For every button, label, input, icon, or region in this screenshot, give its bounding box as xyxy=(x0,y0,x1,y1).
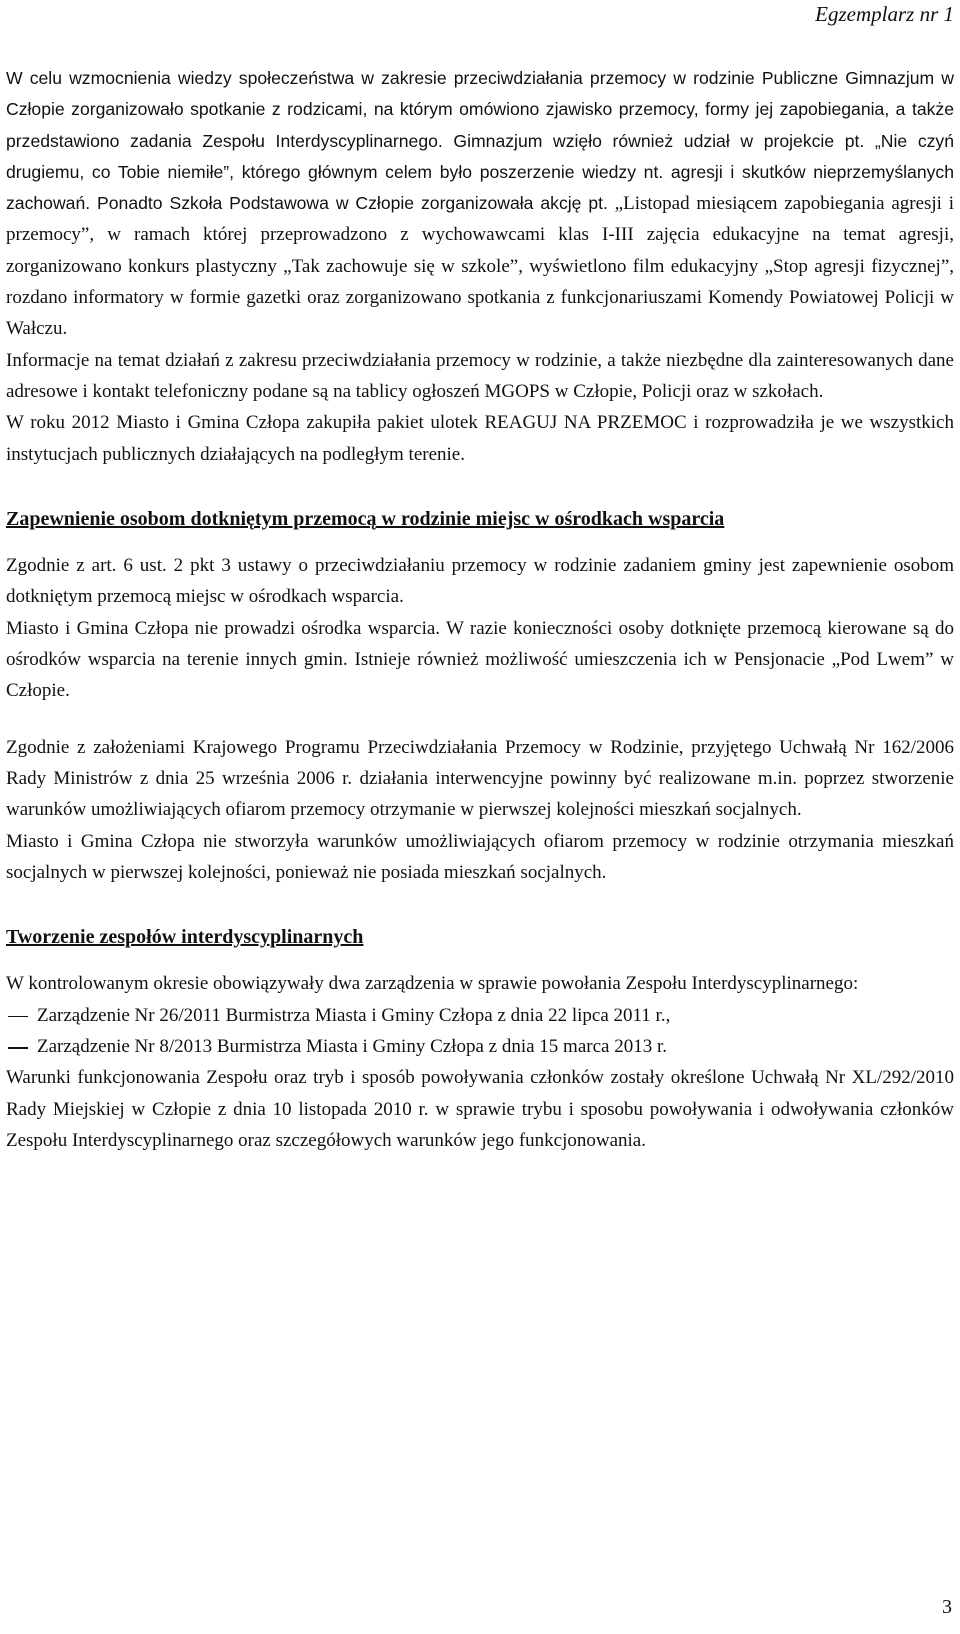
spacer xyxy=(6,953,954,968)
paragraph-legal-basis: Zgodnie z art. 6 ust. 2 pkt 3 ustawy o przeciwdziałaniu przemocy w rodzinie zadaniem gminy jest zapewnienie osobom dotkniętym przemocą miejsc w ośrodkach wsparcia. xyxy=(6,555,954,608)
paragraph-social-housing: Miasto i Gmina Człopa nie stworzyła warunków umożliwiających ofiarom przemocy w rodzinie otrzymania mieszkań socjalnych w pierwszej kolejności, ponieważ nie posiada mieszkań socjalnych. xyxy=(6,830,954,883)
paragraph-ordinances-intro: W kontrolowanym okresie obowiązywały dwa zarządzenia w sprawie powołania Zespołu Interdyscyplinarnego: xyxy=(6,973,859,995)
ordinance-list xyxy=(6,1000,954,1063)
paragraph-serif-part: „Listopad miesiącem zapobiegania agresji i przemocy”, w ramach której przeprowadzono z wychowawcami klas I-III zajęcia edukacyjne na temat agresji, zorganizowano konkurs plastyczny „Tak zachowuje się w szkole”, wyświetlono film edukacyjny „Stop agresji fizycznej”, rozdano informatory w formie gazetki oraz zorganizowano spotkania z funkcjonariuszami Komendy Powiatowej Policji w Wałczu. xyxy=(6,193,954,340)
page-number: 3 xyxy=(942,1596,952,1618)
paragraph-national-program: Zgodnie z założeniami Krajowego Programu Przeciwdziałania Przemocy w Rodzinie, przyjętego Uchwałą Nr 162/2006 Rady Ministrów z dnia 25 września 2006 r. działania interwencyjne powinny być realizowane m.in. poprzez stworzenie warunków umożliwiających ofiarom przemocy otrzymanie w pierwszej kolejności mieszkań socjalnych. xyxy=(6,736,954,821)
section-heading-support-centers: Zapewnienie osobom dotkniętym przemocą w rodzinie miejsc w ośrodkach wsparcia xyxy=(6,507,725,530)
spacer xyxy=(6,707,954,732)
section-heading-interdisciplinary-teams: Tworzenie zespołów interdyscyplinarnych xyxy=(6,926,364,949)
paragraph-team-rules: Warunki funkcjonowania Zespołu oraz tryb i sposób powoływania członków zostały określone Uchwałą Nr XL/292/2010 Rady Miejskiej w Człopie z dnia 10 listopada 2010 r. w sprawie trybu i sposobu powoływania i odwoływania członków Zespołu Interdyscyplinarnego oraz szczegółowych warunków jego funkcjonowania. xyxy=(6,1067,954,1151)
paragraph-information-board: Informacje na temat działań z zakresu przeciwdziałania przemocy w rodzinie, a także niezbędne dla zainteresowanych dane adresowe i kontakt telefoniczny podane są na tablicy ogłoszeń MGOPS w Człopie, Policji oraz w szkołach. xyxy=(6,349,954,402)
paragraph-school-activities xyxy=(6,63,954,345)
spacer xyxy=(6,470,954,504)
spacer xyxy=(6,888,954,922)
document-body xyxy=(6,63,954,1156)
copy-number-header: Egzemplarz nr 1 xyxy=(815,2,954,26)
paragraph-no-support-center: Miasto i Gmina Człopa nie prowadzi ośrodka wsparcia. W razie konieczności osoby dotknięte przemocą kierowane są do ośrodków wsparcia na terenie innych gmin. Istnieje również możliwość umieszczenia ich w Pensjonacie „Pod Lwem” w Człopie. xyxy=(6,617,954,702)
spacer xyxy=(6,535,954,550)
list-item: Zarządzenie Nr 8/2013 Burmistrza Miasta i Gminy Człopa z dnia 15 marca 2013 r. xyxy=(6,1031,954,1062)
paragraph-sans-part-1: W celu wzmocnienia wiedzy społeczeństwa w zakresie przeciwdziałania przemocy w rodzinie Publiczne Gimnazjum w Człopie zorganizowało spotkanie z rodzicami, na którym omówiono zjawisko przemocy, formy jej zapobiegania, a także przedstawiono zadania Zespołu Interdyscyplinarnego. Gimnazjum wzięło również udział w projekcie pt. „Nie czyń drugiemu, co Tobie niemiłe”, którego głównym celem było poszerzenie wiedzy nt. agresji i skutków nieprzemyślanych zachowań. xyxy=(6,68,954,214)
paragraph-leaflets: W roku 2012 Miasto i Gmina Człopa zakupiła pakiet ulotek REAGUJ NA PRZEMOC i rozprowadziła je we wszystkich instytucjach publicznych działających na podległym terenie. xyxy=(6,412,954,465)
paragraph-sans-part-2: Ponadto Szkoła Podstawowa w Człopie zorganizowała akcję pt. xyxy=(90,193,608,214)
list-item: Zarządzenie Nr 26/2011 Burmistrza Miasta i Gminy Człopa z dnia 22 lipca 2011 r., xyxy=(6,1000,954,1031)
